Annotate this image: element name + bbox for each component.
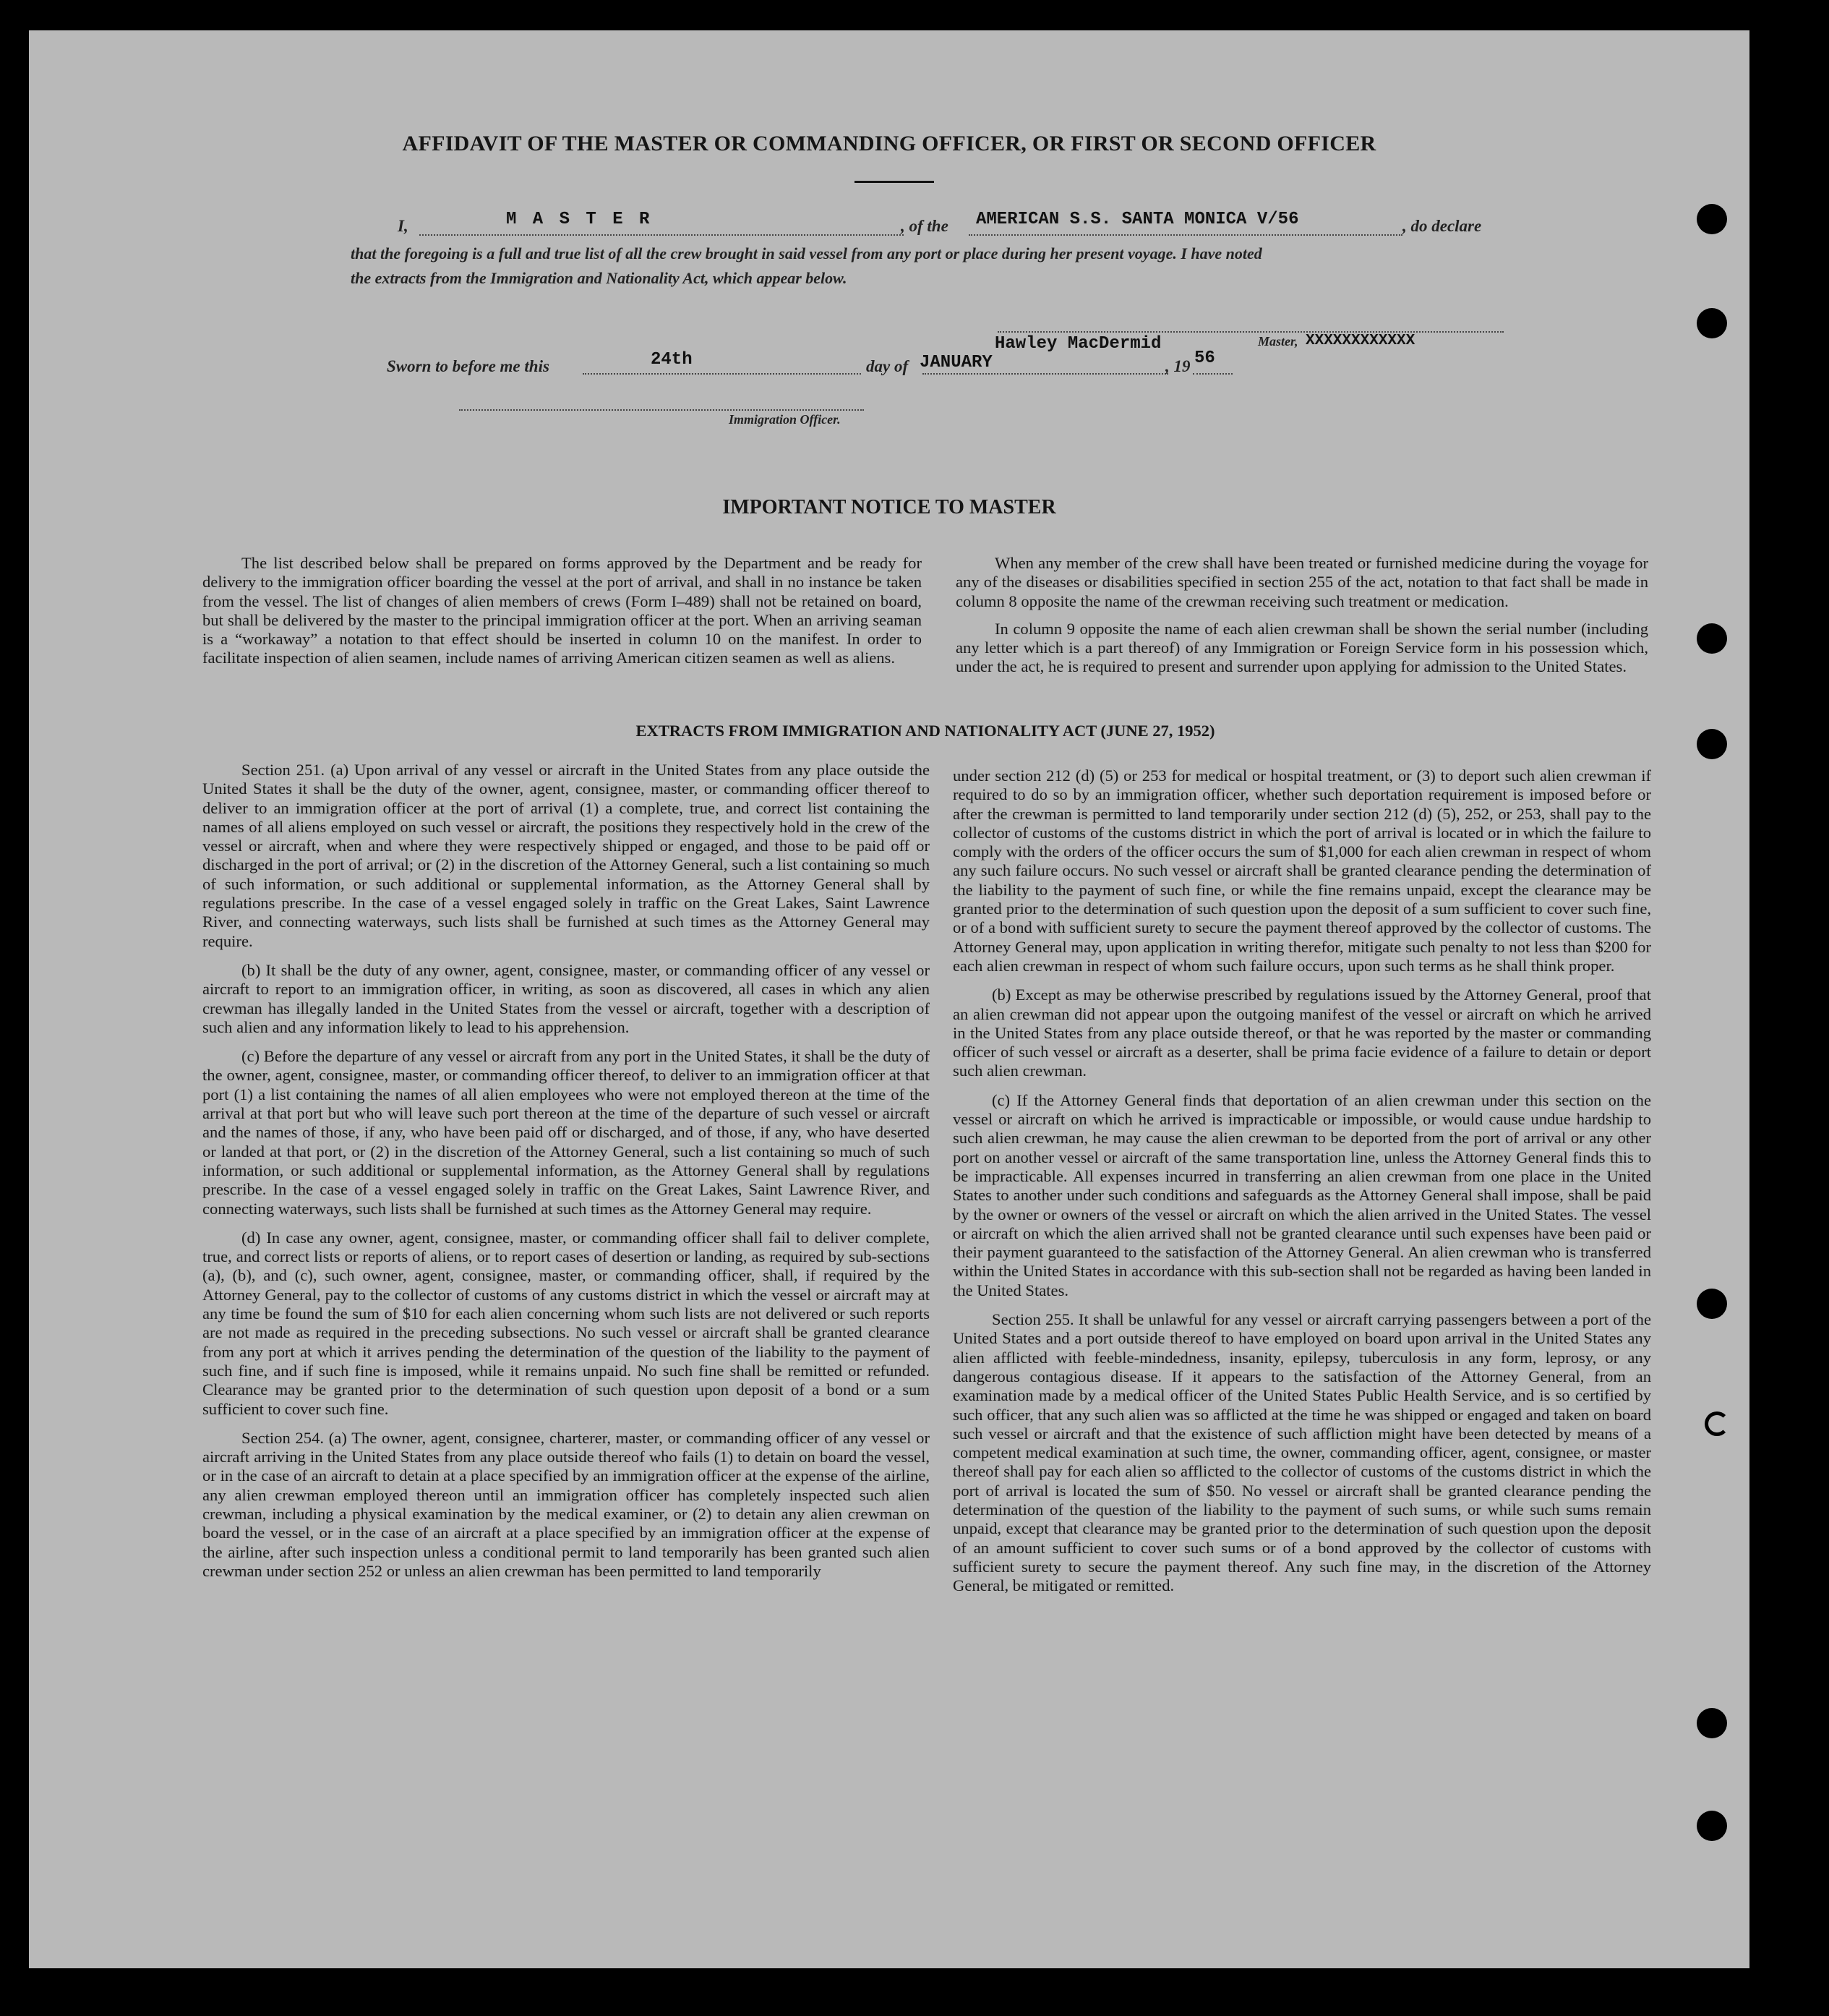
punch-hole: [1697, 1811, 1727, 1841]
year-prefix: , 19: [1165, 357, 1191, 375]
name-field-value: M A S T E R: [506, 210, 653, 229]
vessel-field-line: [969, 234, 1402, 236]
notice-right-column: [956, 554, 1648, 677]
extract-paragraph: under section 212 (d) (5) or 253 for medical or hospital treatment, or (3) to deport such alien crewman if required to do so by an immigration officer, whether such deportation requirement is imposed before or after the crewman is permitted to land temporarily under section 212 (d) (5), 252, or 253, shall pay to the collector of customs of the customs district in which the port of arrival is located or in which the failure to comply with the orders of the officer occurs the sum of $1,000 for each alien crewman in respect of whom any such failure occurs. No such vessel or aircraft shall be granted clearance pending the determination of the liability to the payment of such fine, or while the fine remains unpaid, except the clearance may be granted prior to the determination of such question upon the deposit of a sum sufficient to cover such fine, or of a bond with sufficient surety to secure the payment thereof approved by the collector of customs. The Attorney General may, upon application in writing therefor, mitigate such penalty to not less than $200 for each alien crewman in respect of whom such failure occurs, upon such terms as he shall think proper.: [953, 766, 1652, 975]
partial-punch-hole: [1705, 1411, 1729, 1436]
month-field-line: [922, 373, 1168, 375]
extract-paragraph: Section 251. (a) Upon arrival of any vessel or aircraft in the United States from any place outside the United States it shall be the duty of the owner, agent, consignee, master, or commanding officer thereof to deliver to an immigration officer at the port of arrival (1) a complete, true, and correct list containing the names of all aliens employed on such vessel or aircraft, the positions they respectively hold in the crew of the vessel or aircraft, when and where they were respectively shipped or engaged, and those to be paid off or discharged in the port of arrival; or (2) in the discretion of the Attorney General, such a list containing so much of such information, or such additional or supplemental information, as the Attorney General shall by regulations prescribe. In the case of a vessel engaged solely in traffic on the Great Lakes, Saint Lawrence River, and connecting waterways, such lists shall be furnished at such times as the Attorney General may require.: [202, 761, 930, 950]
extract-paragraph: (b) Except as may be otherwise prescribed by regulations issued by the Attorney General, proof that an alien crewman did not appear upon the outgoing manifest of the vessel or aircraft on which he arrived in the United States from any place outside thereof, or that he was reported by the master or commanding officer of such vessel or aircraft as a deserter, shall be prima facie evidence of a failure to detain or deport such alien crewman.: [953, 986, 1651, 1080]
name-field-line: [419, 234, 904, 236]
vessel-field-value: AMERICAN S.S. SANTA MONICA V/56: [976, 210, 1299, 229]
signature-value: Hawley MacDermid: [995, 334, 1162, 354]
i-label: I,: [398, 217, 408, 235]
punch-hole: [1697, 308, 1727, 338]
of-the-label: , of the: [901, 217, 948, 235]
immigration-officer-signature-line: [459, 409, 864, 411]
extract-paragraph: Section 255. It shall be unlawful for any vessel or aircraft carrying passengers between a port of the United States and a port outside thereof to have employed on board upon arrival in the United States any alien afflicted with feeble-mindedness, insanity, epilepsy, tuberculosis in any form, leprosy, or any dangerous contagious disease. If it appears to the satisfaction of the Attorney General, from an examination made by a medical officer of the United States Public Health Service, and is so certified by such officer, that any such alien was so afflicted at the time he was shipped or engaged and taken on board such vessel or aircraft and that the existence of such affliction might have been detected by means of a competent medical examination at such time, the owner, commanding officer, agent, consignee, or master thereof shall pay for each alien so afflicted to the collector of customs of the customs district in which the port of arrival is located the sum of $50. No vessel or aircraft shall be granted clearance pending the determination of the question of the liability to the payment of such sums, or while such sums remain unpaid, except that clearance may be granted prior to the determination of such question upon the deposit of an amount sufficient to cover such sums or of a bond approved by the collector of customs with sufficient surety to secure the payment thereof. Any such fine may, in the discretion of the Attorney General, be mitigated or remitted.: [953, 1310, 1651, 1595]
extract-paragraph: (d) In case any owner, agent, consignee, master, or commanding officer shall fail to deliver complete, true, and correct lists or reports of aliens, or to report cases of desertion or landing, as required by sub-sections (a), (b), and (c), such owner, agent, consignee, master, or commanding officer, shall, if required by the Attorney General, pay to the collector of customs of any customs district in which the vessel or aircraft may at any time be found the sum of $10 for each alien concerning whom such lists are not delivered or such reports are not made as required in the preceding subsections. No such vessel or aircraft shall be granted clearance from any port at which it arrives pending the determination of the question of the liability to the payment of such fine, and if such fine is imposed, while it remains unpaid. No such fine shall be remitted or refunded. Clearance may be granted prior to the determination of such question upon deposit of a bond or a sum sufficient to cover such fine.: [202, 1228, 930, 1418]
punch-hole: [1697, 1289, 1727, 1319]
notice-paragraph: In column 9 opposite the name of each alien crewman shall be shown the serial number (including any letter which is a part thereof) of any Immigration or Foreign Service form in his possession which, under the act, he is required to present and surrender upon applying for admission to the United States.: [956, 619, 1648, 676]
punch-hole: [1697, 204, 1727, 234]
punch-hole: [1697, 623, 1727, 654]
day-field-value: 24th: [651, 350, 693, 370]
extracts-right-column: [953, 766, 1651, 1595]
year-field-line: [1193, 373, 1233, 375]
notice-paragraph: The list described below shall be prepared on forms approved by the Department and be ready for delivery to the immigration officer boarding the vessel at the port of arrival, and shall in no instance be taken from the vessel. The list of changes of alien members of crews (Form I–489) shall not be retained on board, but shall be delivered by the master to the principal immigration officer at the port. When an arriving seaman is a “workaway” a notation to that effect should be inserted in column 10 on the manifest. In order to facilitate inspection of alien seamen, include names of arriving American citizen seamen as well as aliens.: [202, 554, 922, 667]
immigration-officer-label: Immigration Officer.: [729, 412, 841, 427]
master-signature-line: [998, 331, 1504, 333]
master-struck-title: XXXXXXXXXXXX: [1306, 333, 1415, 349]
affidavit-title: AFFIDAVIT OF THE MASTER OR COMMANDING OFFICER, OR FIRST OR SECOND OFFICER: [402, 132, 1376, 155]
declare-label: , do declare: [1402, 217, 1482, 235]
extracts-left-column: [202, 761, 930, 1581]
month-field-value: JANUARY: [920, 353, 993, 372]
extract-paragraph: (c) If the Attorney General finds that deportation of an alien crewman under this section on the vessel or aircraft on which he arrived is impracticable or impossible, or would cause undue hardship to such alien crewman, he may cause the alien crewman to be deported from the port of arrival or any other port on another vessel or aircraft of the same transportation line, unless the Attorney General finds this to be impracticable. All expenses incurred in transferring an alien crewman from one place in the United States to another under such conditions and safeguards as the Attorney General shall impose, shall be paid by the owner or owners of the vessel or aircraft on which the alien arrived in the United States. The vessel or aircraft on which the alien arrived shall not be granted clearance until such expenses have been paid or their payment guaranteed to the satisfaction of the Attorney General. An alien crewman who is transferred within the United States in accordance with this sub-section shall not be regarded as having been landed in the United States.: [953, 1090, 1651, 1299]
day-of-label: day of: [866, 357, 909, 375]
master-label: Master,: [1258, 334, 1298, 349]
punch-hole: [1697, 1708, 1727, 1738]
sworn-label: Sworn to before me this: [387, 357, 549, 375]
day-field-line: [583, 373, 861, 375]
statement-line-2: the extracts from the Immigration and Nationality Act, which appear below.: [351, 269, 847, 287]
title-divider: [854, 181, 934, 183]
document-page: [29, 30, 1749, 1968]
year-field-value: 56: [1194, 349, 1215, 368]
extract-paragraph: Section 254. (a) The owner, agent, consignee, charterer, master, or commanding officer of any vessel or aircraft arriving in the United States from any place outside thereof who fails (1) to detain on board the vessel, or in the case of an aircraft to detain at a place specified by an immigration officer at the expense of the airline, any alien crewman employed thereon until an immigration officer has completely inspected such alien crewman, including a physical examination by the medical examiner, or (2) to detain any alien crewman on board the vessel, or in the case of an aircraft at a place specified by an immigration officer at the expense of the airline, after such inspection unless a conditional permit to land temporarily has been granted such alien crewman under section 252 or unless an alien crewman has been permitted to land temporarily: [202, 1428, 930, 1580]
notice-paragraph: When any member of the crew shall have been treated or furnished medicine during the voyage for any of the diseases or disabilities specified in section 255 of the act, notation to that fact shall be made in column 8 opposite the name of the crewman receiving such treatment or medication.: [956, 554, 1648, 610]
extract-paragraph: (c) Before the departure of any vessel or aircraft from any port in the United States, it shall be the duty of the owner, agent, consignee, master, or commanding officer thereof, to deliver to an immigration officer at that port (1) a list containing the names of all alien employees who were not employed thereon at the time of the arrival at that port but who will leave such port thereon at the time of the departure of such vessel or aircraft and the names of those, if any, who have been paid off or discharged, and of those, if any, who have deserted or landed at that port, or (2) in the discretion of the Attorney General, such a list containing so much of such information, or such additional or supplemental information, as the Attorney General shall by regulations prescribe. In the case of a vessel engaged solely in traffic on the Great Lakes, Saint Lawrence River, and connecting waterways, such lists shall be furnished at such times as the Attorney General may require.: [202, 1047, 930, 1218]
extracts-title: EXTRACTS FROM IMMIGRATION AND NATIONALITY ACT (JUNE 27, 1952): [635, 722, 1215, 740]
notice-left-column: [202, 554, 922, 668]
notice-title: IMPORTANT NOTICE TO MASTER: [722, 496, 1056, 518]
extract-paragraph: (b) It shall be the duty of any owner, agent, consignee, master, or commanding officer of any vessel or aircraft to report to an immigration officer, in writing, as soon as discovered, all cases in which any alien crewman has illegally landed in the United States from the vessel or aircraft, together with a description of such alien and any information likely to lead to his apprehension.: [202, 960, 930, 1036]
punch-hole: [1697, 729, 1727, 759]
statement-line-1: that the foregoing is a full and true list of all the crew brought in said vessel from any port or place during her present voyage. I have noted: [351, 244, 1262, 262]
